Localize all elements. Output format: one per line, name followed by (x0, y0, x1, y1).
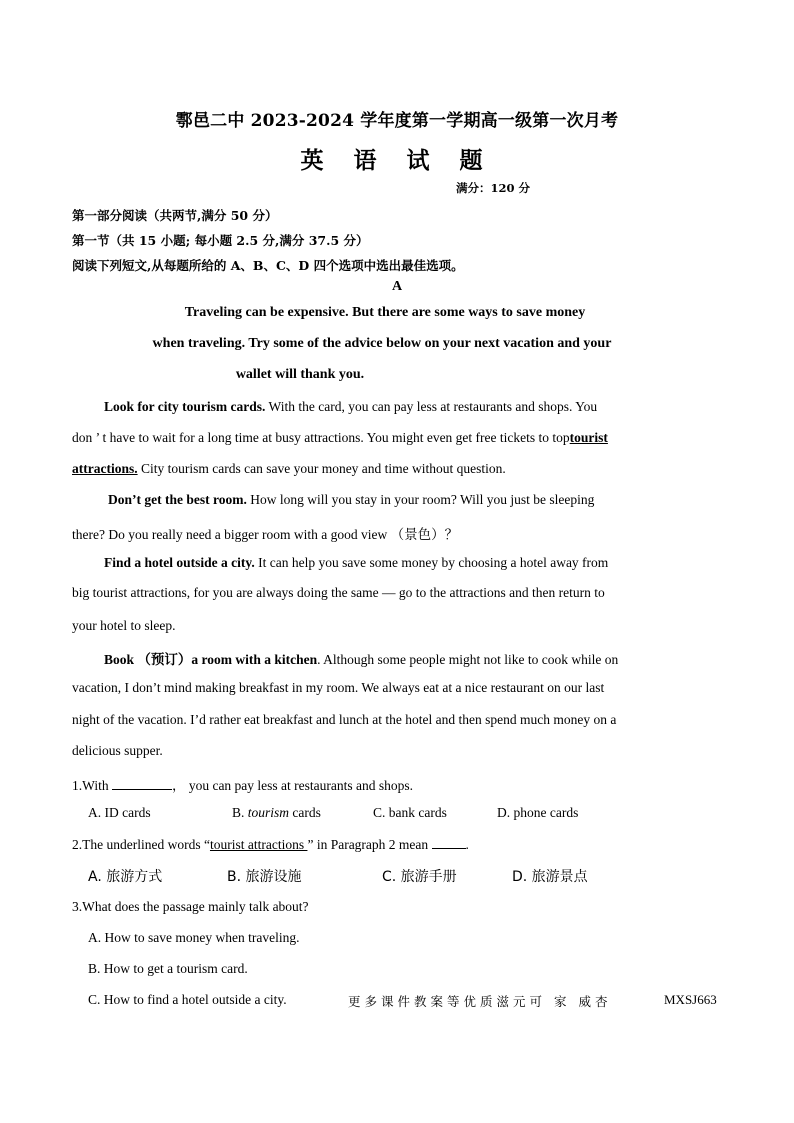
question-3-option-a: A. How to save money when traveling. (88, 930, 300, 945)
paragraph-1-line-3: attractions. City tourism cards can save your money and time without question. (72, 461, 506, 476)
question-3-option-c: C. How to find a hotel outside a city. (88, 992, 287, 1007)
paragraph-4-line-3: night of the vacation. I’d rather eat breakfast and lunch at the hotel and then spend much money on a (72, 712, 617, 727)
part-heading: 第一部分阅读（共两节,满分 50 分） (72, 208, 278, 223)
intro-line-1: Traveling can be expensive. But there are some ways to save money (184, 305, 586, 320)
instruction-text: 阅读下列短文,从每题所给的 A、B、C、D 四个选项中选出最佳选项。 (72, 258, 464, 273)
paragraph-1-line-2: don ’ t have to wait for a long time at busy attractions. You might even get free tickets to toptourist (72, 430, 608, 445)
underlined-phrase-part-1: tourist (569, 430, 608, 445)
question-1-option-a: A. ID cards (88, 805, 151, 820)
question-3-option-b: B. How to get a tourism card. (88, 961, 248, 976)
watermark-text: 更多课件教案等优质滋元可 家 威杏 (348, 994, 612, 1009)
question-1-option-c: C. bank cards (373, 805, 447, 820)
question-2-stem: 2.The underlined words “tourist attractions ” in Paragraph 2 mean . (72, 837, 469, 852)
question-1-option-d: D. phone cards (497, 805, 579, 820)
paragraph-4-line-1: Book （预订）a room with a kitchen. Although some people might not like to cook while on (104, 652, 619, 667)
full-score: 满分：120 分 (456, 181, 531, 195)
answer-blank (432, 836, 466, 849)
document-code: MXSJ663 (664, 992, 717, 1007)
passage-letter: A (391, 279, 403, 294)
exam-title: 鄠邑二中 2023-2024 学年度第一学期高一级第一次月考 (175, 111, 619, 131)
paragraph-3-line-3: your hotel to sleep. (72, 618, 176, 633)
paragraph-4-line-2: vacation, I don’t mind making breakfast in my room. We always eat at a nice restaurant on our last (72, 680, 605, 695)
paragraph-1-heading: Look for city tourism cards. (104, 399, 266, 414)
question-2-option-d: D. 旅游景点 (512, 869, 588, 885)
paragraph-4-line-4: delicious supper. (72, 743, 163, 758)
question-2-option-b: B. 旅游设施 (227, 869, 302, 885)
paragraph-3-heading: Find a hotel outside a city. (104, 555, 255, 570)
paragraph-2-heading: Don’t get the best room. (108, 492, 247, 507)
paragraph-4-heading: Book （预订）a room with a kitchen (104, 652, 318, 667)
underlined-words: tourist attractions (209, 837, 308, 852)
section-heading: 第一节（共 15 小题; 每小题 2.5 分,满分 37.5 分） (72, 233, 369, 248)
paragraph-1-line-1: Look for city tourism cards. With the card, you can pay less at restaurants and shops. You (104, 399, 598, 414)
question-1-option-b: B. tourism cards (232, 805, 321, 820)
exam-subtitle: 英 语 试 题 (300, 147, 494, 174)
question-1-stem: 1.With ， you can pay less at restaurants and shops. (72, 778, 414, 793)
paragraph-3-line-1: Find a hotel outside a city. It can help you save some money by choosing a hotel away from (104, 555, 609, 570)
paragraph-2-line-1: Don’t get the best room. How long will you stay in your room? Will you just be sleeping (108, 492, 595, 507)
question-3-stem: 3.What does the passage mainly talk about? (72, 899, 309, 914)
paragraph-3-line-2: big tourist attractions, for you are always doing the same — go to the attractions and then return to (72, 585, 605, 600)
question-2-option-c: C. 旅游手册 (382, 869, 457, 885)
underlined-phrase-part-2: attractions. (72, 461, 138, 476)
answer-blank (112, 777, 172, 790)
paragraph-2-line-2: there? Do you really need a bigger room with a good view （景色）？ (72, 527, 459, 542)
intro-line-3: wallet will thank you. (235, 367, 365, 382)
question-2-option-a: A. 旅游方式 (88, 869, 163, 885)
intro-line-2: when traveling. Try some of the advice below on your next vacation and your (152, 336, 612, 351)
